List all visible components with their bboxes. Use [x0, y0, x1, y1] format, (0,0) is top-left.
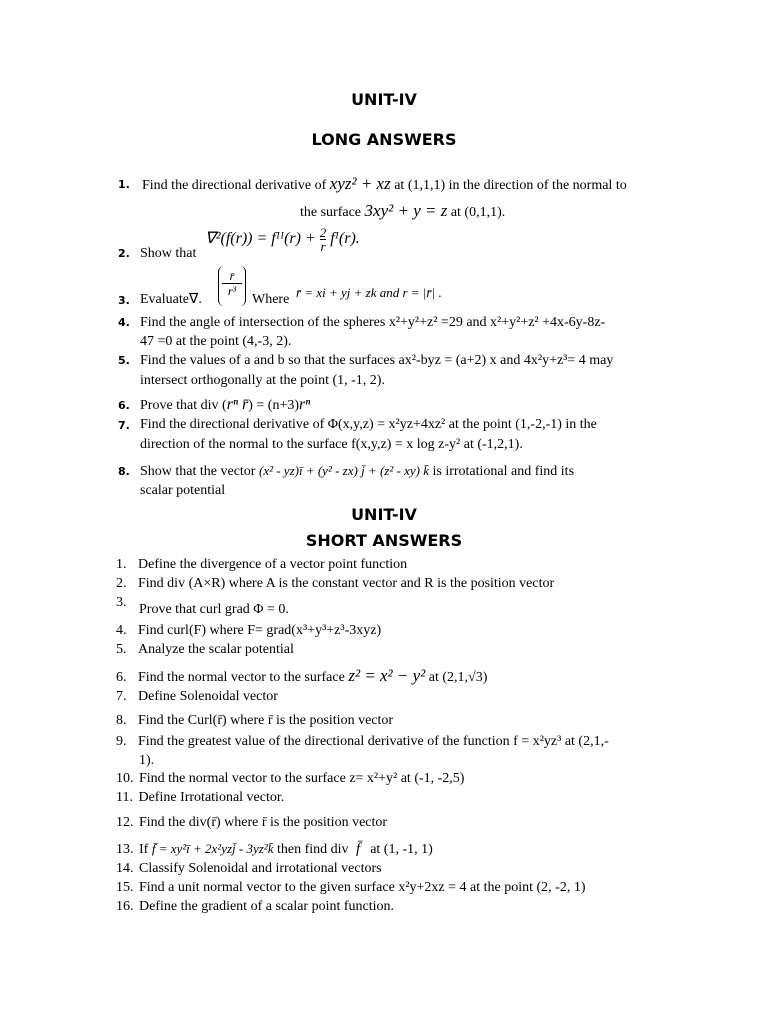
question-text: Find the directional derivative of Φ(x,y,z) = x²yz+4xz² at the point (1,-2,-1) in the [140, 417, 597, 432]
list-item: 5. Analyze the scalar potential [116, 642, 294, 657]
question-text: Find the values of a and b so that the surfaces ax²-byz = (a+2) x and 4x²y+z³= 4 may [140, 353, 614, 368]
long-answers-heading: LONG ANSWERS [311, 130, 457, 149]
list-item: 8. Find the Curl(r̄) where r̄ is the position vector [116, 713, 394, 728]
formula: (x² - yz)ī + (y² - zx) j̄ + (z² - xy) k̄ [258, 463, 429, 478]
question-number: 5. [118, 354, 130, 367]
list-item: 16. Define the gradient of a scalar point function. [116, 899, 395, 914]
list-item: 11. Define Irrotational vector. [116, 790, 285, 805]
formula: xyz² + xz [329, 174, 391, 193]
list-item: 6. Find the normal vector to the surface z² = x² − y² at (2,1,√3) [116, 666, 488, 685]
question-text: Find the directional derivative of xyz² + xz at (1,1,1) in the direction of the normal to [142, 174, 627, 193]
question-number: 6. [118, 399, 130, 412]
question-text-cont: the surface 3xy² + y = z at (0,1,1). [300, 201, 506, 220]
list-item: 15. Find a unit normal vector to the given surface x²y+2xz = 4 at the point (2, -2, 1) [116, 880, 586, 895]
short-answers-heading: SHORT ANSWERS [305, 531, 463, 550]
list-item: 4. Find curl(F) where F= grad(x³+y³+z³-3xyz) [116, 623, 382, 638]
question-text: Show that [140, 246, 197, 261]
question-text-where: Where [252, 292, 290, 307]
fraction-r-over-r3: r̄ r³ [218, 266, 246, 306]
unit-title: UNIT-IV [351, 90, 417, 109]
question-number: 3. [118, 294, 130, 307]
question-text-cont: 47 =0 at the point (4,-3, 2). [140, 334, 292, 349]
question-number: 2. [118, 247, 130, 260]
question-number: 4. [118, 316, 130, 329]
question-text-cont: direction of the normal to the surface f(x,y,z) = x log z-y² at (-1,2,1). [140, 437, 523, 452]
question-text: Evaluate∇. [140, 292, 202, 307]
list-item: 1. Define the divergence of a vector point function [116, 557, 408, 572]
list-item: 9. Find the greatest value of the directional derivative of the function f = x²yz³ at (2,1,- [116, 734, 609, 749]
list-item: Prove that curl grad Φ = 0. [139, 602, 289, 617]
question-text-cont: scalar potential [140, 483, 226, 498]
question-text: Show that the vector (x² - yz)ī + (y² - zx) j̄ + (z² - xy) k̄ is irrotational and find its [140, 463, 575, 479]
question-text: Find the angle of intersection of the spheres x²+y²+z² =29 and x²+y²+z² +4x-6y-8z- [140, 315, 606, 330]
list-item: 7. Define Solenoidal vector [116, 689, 278, 704]
list-item: 14. Classify Solenoidal and irrotational vectors [116, 861, 382, 876]
list-item: 2. Find div (A×R) where A is the constant vector and R is the position vector [116, 576, 555, 591]
formula-laplacian: ∇²(f(r)) = fᴵᴵ(r) + $\frac{2}{r}$ fᴵ(r). [205, 225, 360, 254]
list-item-number: 3. [116, 595, 127, 610]
formula: 3xy² + y = z [364, 201, 448, 220]
question-number: 8. [118, 465, 130, 478]
question-text-cont: intersect orthogonally at the point (1, -1, 2). [140, 373, 385, 388]
question-number: 7. [118, 419, 130, 432]
list-item: 13. If f̄ = xy²ī + 2x²yzj̄ - 3yz²k̄ then find div f̄ at (1, -1, 1) [116, 841, 433, 857]
list-item: 12. Find the div(r̄) where r̄ is the position vector [116, 815, 388, 830]
formula: r̄ = xi + yj + zk and r = |r̄| . [296, 285, 442, 300]
list-item: 10. Find the normal vector to the surface z= x²+y² at (-1, -2,5) [116, 771, 465, 786]
question-number: 1. [118, 178, 130, 191]
unit-title: UNIT-IV [351, 505, 417, 524]
list-item-cont: 1). [139, 753, 155, 768]
question-text: Prove that div (rⁿ r̄) = (n+3)rⁿ [140, 396, 311, 413]
